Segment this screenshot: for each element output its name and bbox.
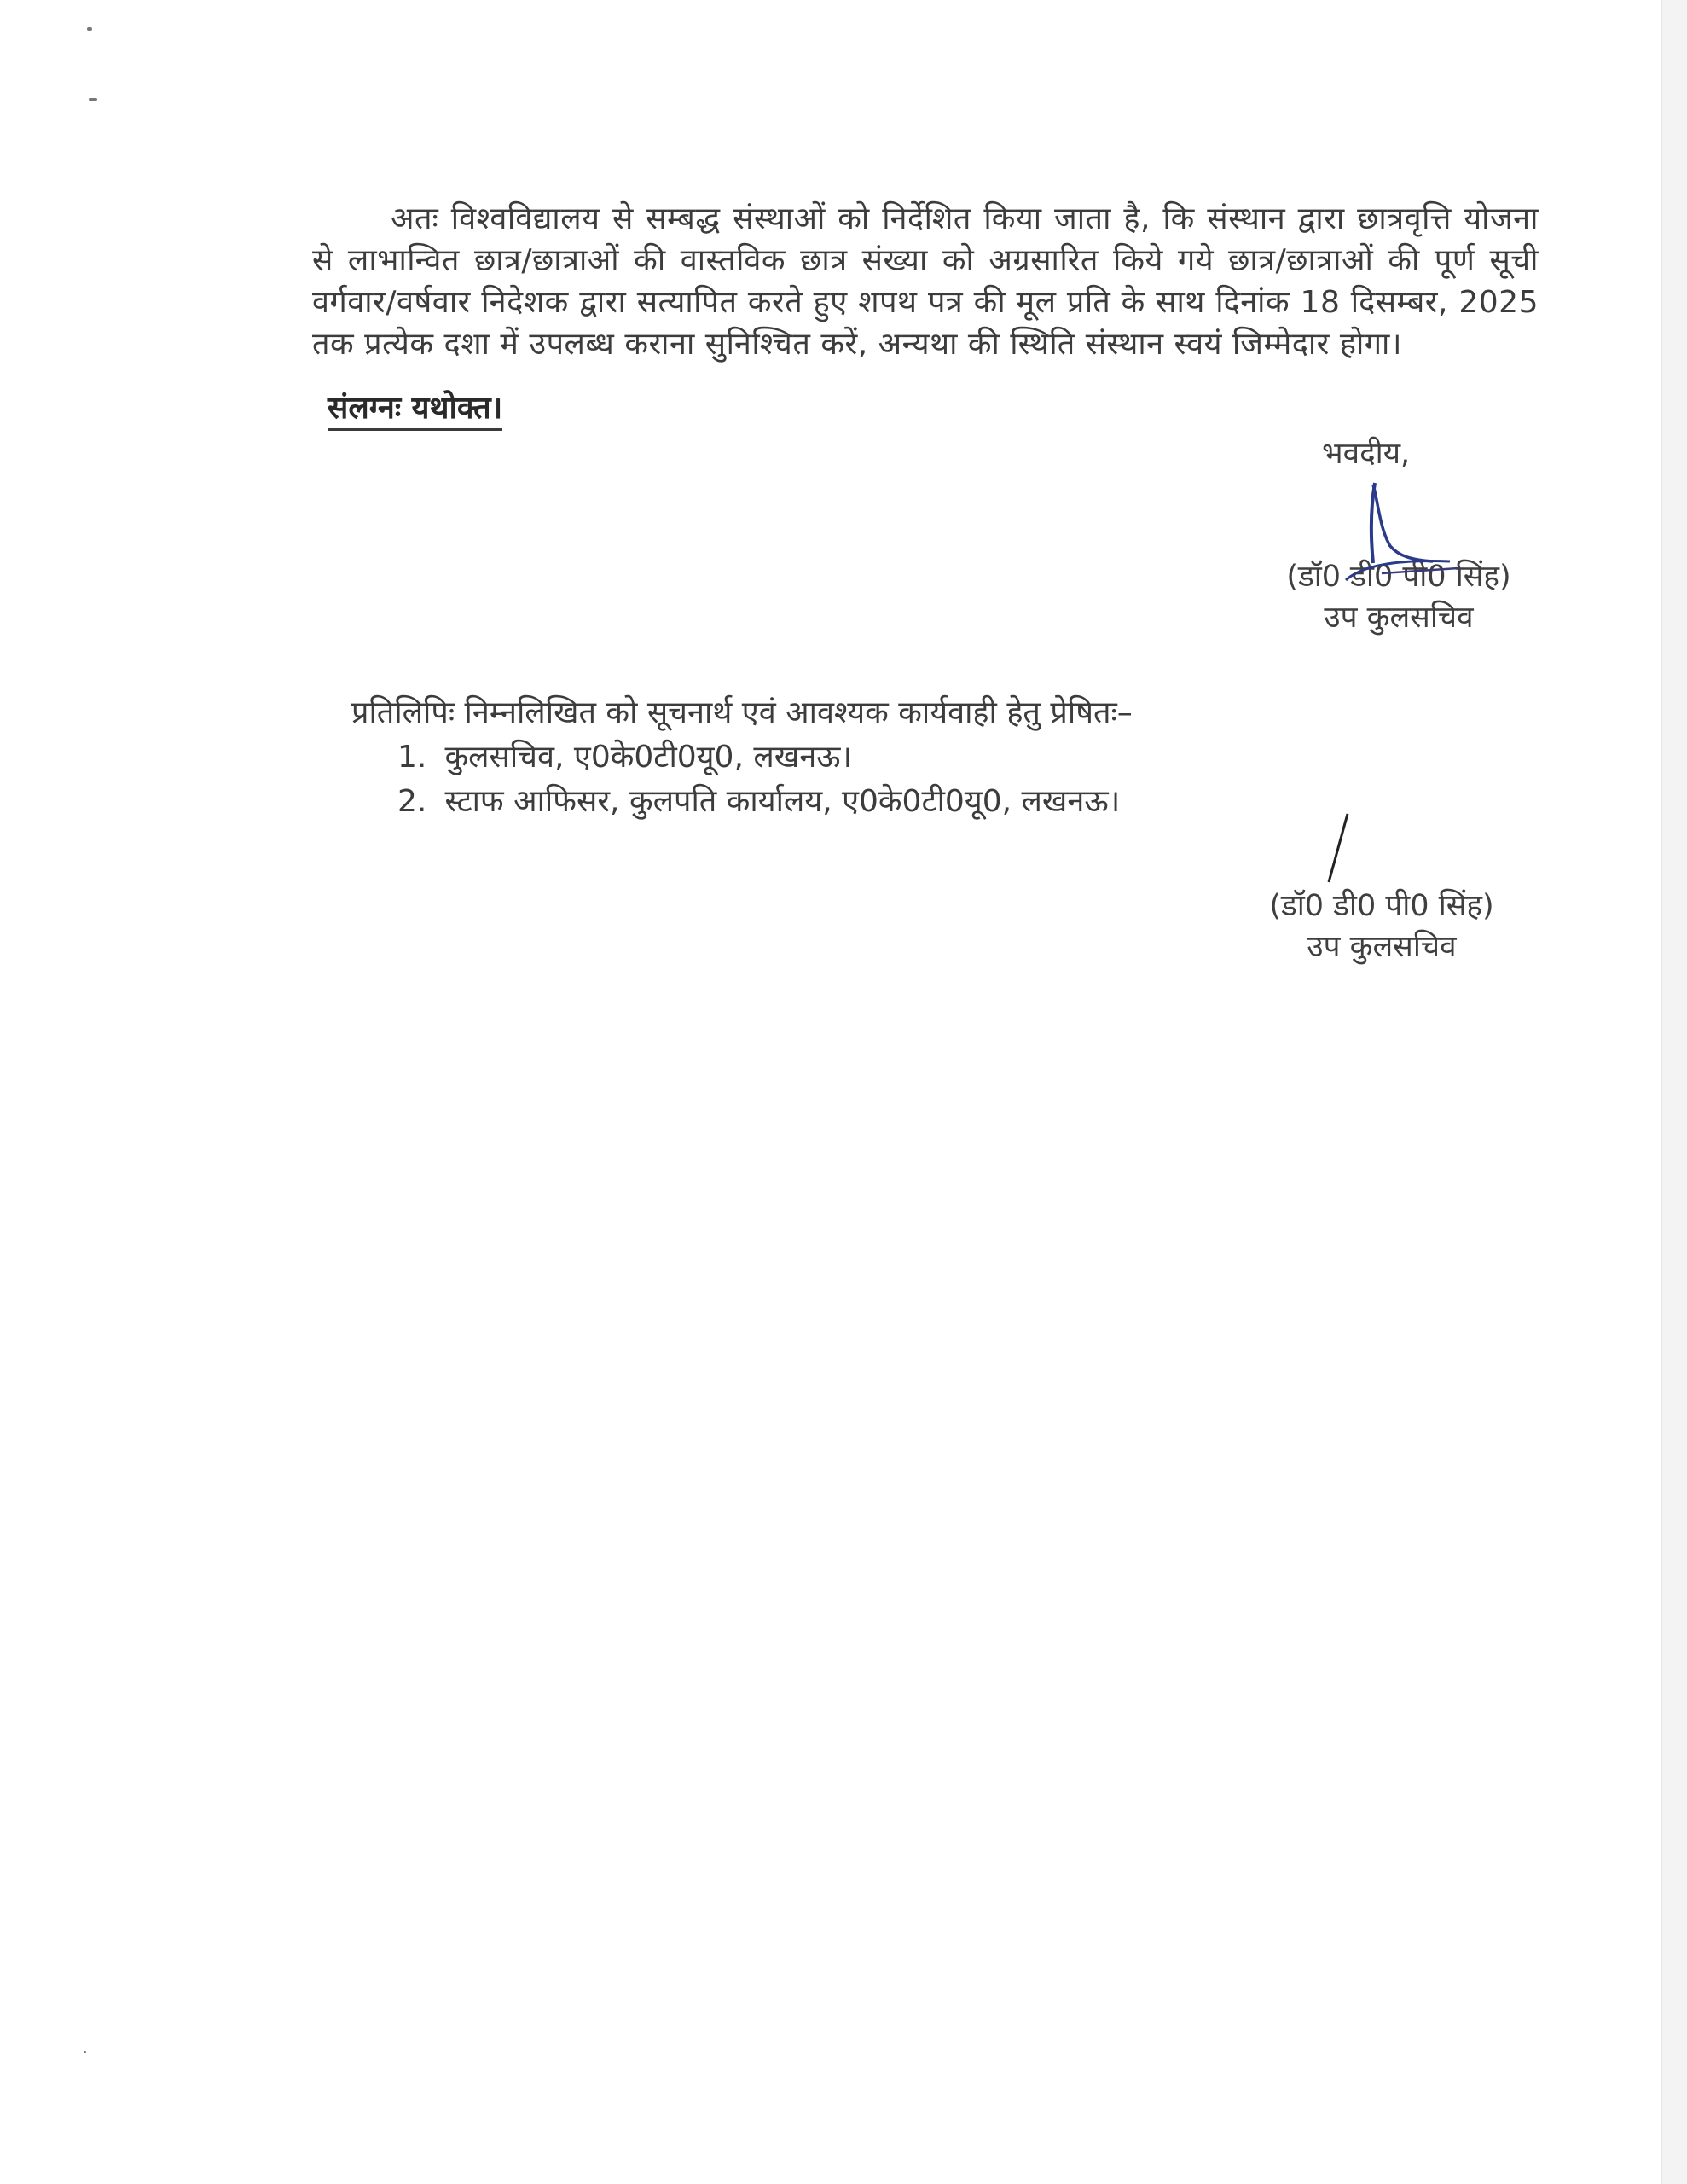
signatory-name: (डॉ0 डी0 पी0 सिंह) bbox=[1269, 889, 1494, 923]
list-number: 2. bbox=[397, 784, 427, 819]
list-item bbox=[397, 780, 1120, 824]
recipient-text: स्टाफ आफिसर, कुलपति कार्यालय, ए0के0टी0यू0, लखनऊ। bbox=[444, 784, 1121, 819]
scan-artifact bbox=[87, 27, 92, 31]
list-number: 1. bbox=[397, 740, 427, 775]
scan-artifact bbox=[84, 2051, 86, 2053]
recipient-text: कुलसचिव, ए0के0टी0यू0, लखनऊ। bbox=[444, 740, 853, 775]
enclosure-note: संलग्नः यथोक्त। bbox=[328, 391, 502, 431]
scan-artifact bbox=[89, 98, 97, 101]
signatory-designation: उप कुलसचिव bbox=[1324, 601, 1474, 635]
body-paragraph: अतः विश्वविद्यालय से सम्बद्ध संस्थाओं को निर्देशित किया जाता है, कि संस्थान द्वारा छात्रवृत्ति योजना से लाभान्वित छात्र/छात्राओं की वास्तविक छात्र संख्या को अग्रसारित किये गये छात्र/छात्राओं की पूर्ण सूची वर्गवार/वर्षवार निदेशक द्वारा सत्यापित करते हुए शपथ पत्र की मूल प्रति के साथ दिनांक 18 दिसम्बर, 2025 तक प्रत्येक दशा में उपलब्ध कराना सुनिश्चित करें, अन्यथा की स्थिति संस्थान स्वयं जिम्मेदार होगा। bbox=[312, 201, 1539, 362]
signatory-designation: उप कुलसचिव bbox=[1307, 930, 1457, 964]
list-item bbox=[397, 735, 1120, 780]
signature-block-primary bbox=[1254, 433, 1544, 638]
signatory-name: (डॉ0 डी0 पी0 सिंह) bbox=[1286, 560, 1511, 594]
signature-block-secondary bbox=[1237, 886, 1527, 967]
signature-stroke-icon bbox=[1322, 810, 1356, 887]
copy-recipient-list bbox=[397, 735, 1120, 824]
closing-salutation: भवदीय, bbox=[1322, 437, 1411, 471]
copy-to-heading: प्रतिलिपिः निम्नलिखित को सूचनार्थ एवं आवश्यक कार्यवाही हेतु प्रेषितः– bbox=[351, 695, 1133, 730]
